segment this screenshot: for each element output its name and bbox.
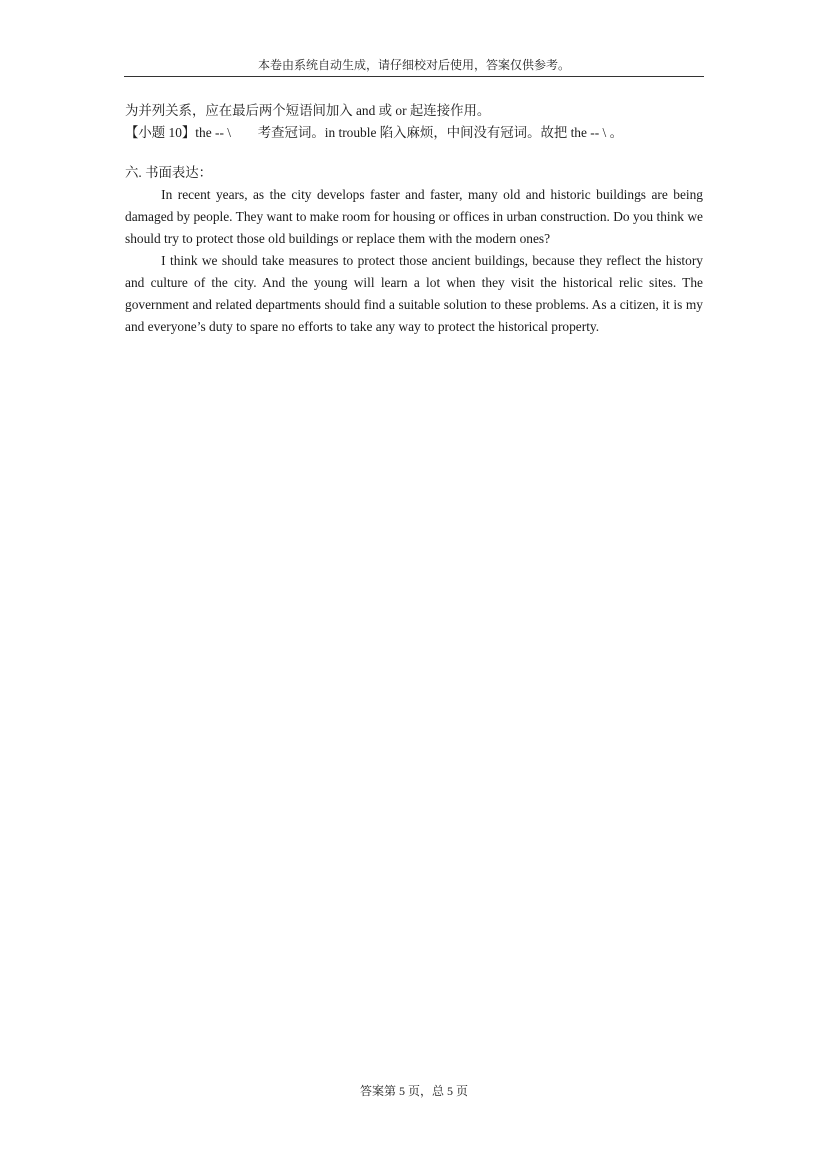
header-divider xyxy=(124,76,704,77)
essay-paragraph-1: In recent years, as the city develops faster and faster, many old and historic buildings are being damaged by people. They want to make room for housing or offices in urban construction. Do you think we should try to protect those old buildings or replace them with the modern ones? xyxy=(125,187,703,246)
page-header-notice: 本卷由系统自动生成，请仔细校对后使用，答案仅供参考。 xyxy=(257,58,570,72)
answer-line-continuation: 为并列关系，应在最后两个短语间加入 and 或 or 起连接作用。 xyxy=(125,103,491,118)
page-footer-number: 答案第 5 页，总 5 页 xyxy=(359,1084,468,1098)
essay-paragraph-2: I think we should take measures to protect those ancient buildings, because they reflect the history and culture of the city. And the young will learn a lot when they visit the historical relic sites. The government and related departments should find a suitable solution to these problems. As a citizen, it is my and everyone’s duty to spare no efforts to take any way to protect the historical property. xyxy=(125,253,703,334)
section-title-writing: 六. 书面表达： xyxy=(125,165,213,180)
answer-question-10: 【小题 10】the -- \ 考查冠词。in trouble 陷入麻烦，中间没有冠词。故把 the -- \ 。 xyxy=(125,125,624,140)
answer-content xyxy=(125,100,703,338)
